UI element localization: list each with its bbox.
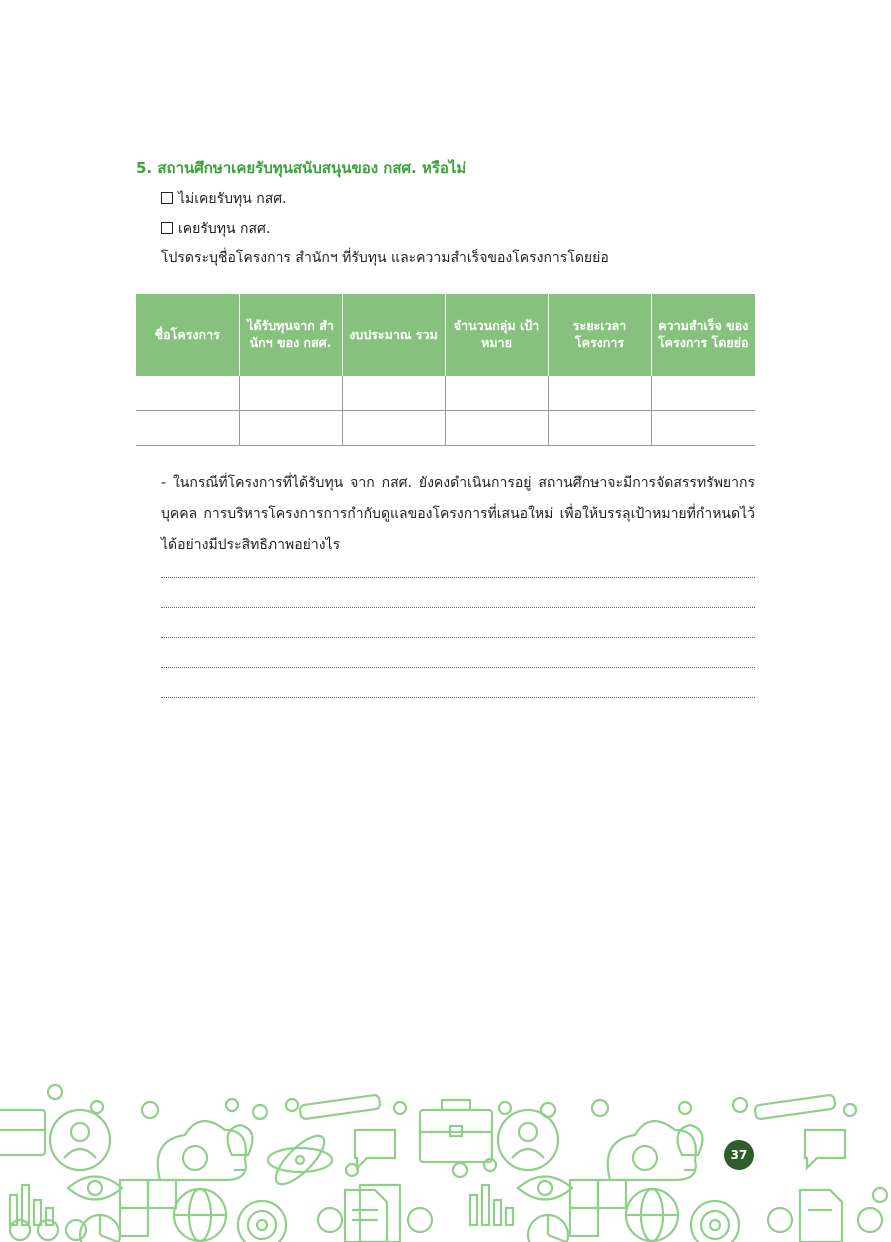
header-funding-office: ได้รับทุนจาก สำนักฯ ของ กสศ. bbox=[239, 294, 342, 376]
option-label: เคยรับทุน กสศ. bbox=[178, 221, 271, 237]
table-cell[interactable] bbox=[136, 411, 239, 446]
header-project-success: ความสำเร็จ ของโครงการ โดยย่อ bbox=[651, 294, 755, 376]
table-cell[interactable] bbox=[342, 376, 445, 411]
cloud-refresh-icon bbox=[158, 1121, 696, 1180]
answer-line[interactable] bbox=[161, 577, 755, 578]
answer-line[interactable] bbox=[161, 637, 755, 638]
checkbox-icon[interactable] bbox=[161, 222, 173, 234]
table-cell[interactable] bbox=[651, 376, 755, 411]
footer-doodle-pattern bbox=[0, 1070, 891, 1242]
checkbox-icon[interactable] bbox=[161, 192, 173, 204]
table-cell[interactable] bbox=[342, 411, 445, 446]
table-cell[interactable] bbox=[445, 376, 548, 411]
table-cell[interactable] bbox=[651, 411, 755, 446]
question-text: - ในกรณีที่โครงการที่ได้รับทุน จาก กสศ. ยังคงดำเนินการอยู่ สถานศึกษาจะมีการจัดสรรทรัพยากรบุคคล การบริหารโครงการการกำกับดูแลของโครงการที่เสนอใหม่ เพื่อให้บรรลุเป้าหมายที่กำหนดไว้ได้อย่างมีประสิทธิภาพอย่างไร bbox=[161, 475, 755, 553]
header-project-duration: ระยะเวลา โครงการ bbox=[548, 294, 651, 376]
header-project-name: ชื่อโครงการ bbox=[136, 294, 239, 376]
telescope-icon bbox=[299, 1095, 835, 1120]
atom-icon bbox=[268, 1129, 332, 1191]
option-never-received[interactable] bbox=[161, 188, 287, 210]
gear-icon bbox=[48, 1085, 887, 1202]
option-label: ไม่เคยรับทุน กสศ. bbox=[178, 191, 287, 207]
table-cell[interactable] bbox=[136, 376, 239, 411]
section-heading: 5. สถานศึกษาเคยรับทุนสนับสนุนของ กสศ. หรือไม่ bbox=[136, 159, 467, 177]
answer-line[interactable] bbox=[161, 697, 755, 698]
table-row bbox=[136, 411, 755, 446]
answer-line[interactable] bbox=[161, 667, 755, 668]
header-total-budget: งบประมาณ รวม bbox=[342, 294, 445, 376]
table-cell[interactable] bbox=[239, 411, 342, 446]
instruction-text: โปรดระบุชื่อโครงการ สำนักฯ ที่รับทุน และความสำเร็จของโครงการโดยย่อ bbox=[161, 250, 609, 266]
table-cell[interactable] bbox=[239, 376, 342, 411]
table-cell[interactable] bbox=[445, 411, 548, 446]
table-cell[interactable] bbox=[548, 411, 651, 446]
document-icon bbox=[345, 1185, 842, 1242]
table-row bbox=[136, 376, 755, 411]
table-cell[interactable] bbox=[548, 376, 651, 411]
projects-table bbox=[136, 294, 755, 446]
answer-line[interactable] bbox=[161, 607, 755, 608]
table-header-row bbox=[136, 294, 755, 376]
option-received[interactable] bbox=[161, 218, 270, 240]
header-target-group: จำนวนกลุ่ม เป้าหมาย bbox=[445, 294, 548, 376]
page-number-badge: 37 bbox=[724, 1140, 754, 1170]
